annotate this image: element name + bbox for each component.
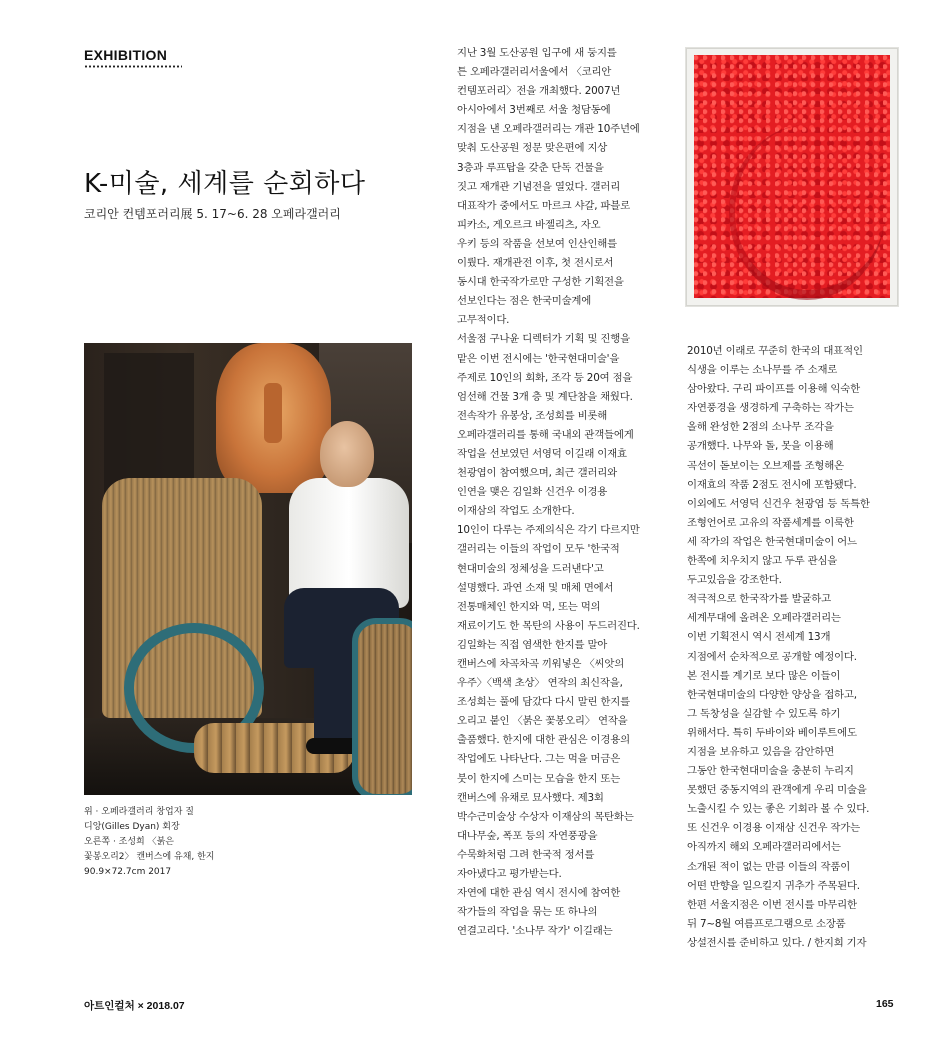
body-text-line: 2010년 이래로 꾸준히 한국의 대표적인: [687, 345, 863, 357]
footer-magazine-issue: 아트인컬처 × 2018.07: [84, 1000, 185, 1012]
body-text-line: 서울점 구나윤 디렉터가 기획 및 진행을: [457, 333, 630, 346]
body-column-middle: [457, 44, 640, 941]
article-subheadline: 코리안 컨템포러리展 5. 17~6. 28 오페라갤러리: [84, 207, 341, 221]
body-text-line: 두고있음을 강조한다.: [687, 574, 782, 587]
body-text-line: 세 작가의 작업은 한국현대미술이 어느: [687, 535, 857, 548]
body-text-line: 자연에 대한 관심 역시 전시에 참여한: [457, 887, 621, 900]
body-text-line: 지난 3월 도산공원 입구에 새 둥지를: [457, 47, 617, 59]
body-text-line: 대나무숲, 폭포 등의 자연풍광을: [457, 829, 598, 842]
body-text-line: 이외에도 서영덕 신건우 천광엽 등 독특한: [687, 497, 870, 510]
body-text-line: 맞춰 도산공원 정문 맞은편에 지상: [457, 142, 608, 155]
body-text-line: 짓고 재개관 기념전을 열었다. 갤러리: [457, 180, 621, 193]
body-text-line: 붓이 한지에 스미는 모습을 한지 또는: [457, 772, 621, 785]
body-text-line: 작가들의 작업을 묶는 또 하나의: [457, 906, 598, 919]
article-headline: K-미술, 세계를 순회하다: [84, 169, 366, 199]
body-text-line: 연결고리다. '소나무 작가' 이길래는: [457, 925, 613, 938]
body-text-line: 못했던 중동지역의 관객에게 우리 미술을: [687, 784, 867, 797]
body-text-line: 올해 완성한 2점의 소나무 조각을: [687, 421, 834, 434]
body-text-line: 소개된 적이 없는 만큼 이들의 작품이: [687, 860, 851, 873]
body-text-line: 그동안 한국현대미술을 충분히 누리지: [687, 765, 854, 778]
body-text-line: 지점을 보유하고 있음을 감안하면: [687, 745, 835, 758]
body-text-line: 위해서다. 특히 두바이와 베이루트에도: [687, 726, 857, 739]
caption-line: 디앙(Gilles Dyan) 회장: [84, 822, 180, 832]
body-text-line: 세계무대에 올려온 오페라갤러리는: [687, 612, 841, 625]
body-text-line: 대표작가 중에서도 마르크 샤갈, 파블로: [457, 199, 630, 212]
body-text-line: 튼 오페라갤러리서울에서 〈코리안: [457, 66, 612, 79]
body-column-right: [687, 342, 870, 953]
body-text-line: 이뤘다. 재개관전 이후, 첫 전시로서: [457, 257, 614, 270]
body-text-line: 3층과 루프탑을 갖춘 단독 건물을: [457, 161, 604, 174]
body-text-line: 출품했다. 한지에 대한 관심은 이경용의: [457, 734, 630, 747]
body-text-line: 캔버스에 차곡차곡 끼워넣은 〈씨앗의: [457, 658, 625, 670]
body-text-line: 10인이 다루는 주제의식은 각기 다르지만: [457, 524, 640, 537]
body-text-line: 엄선해 건물 3개 층 및 계단참을 채웠다.: [457, 390, 633, 403]
photo-sculpture-detail: [264, 383, 282, 443]
body-text-line: 컨템포러리〉전을 개최했다. 2007년: [457, 85, 621, 98]
body-text-line: 또 신건우 이경용 이재삼 신건우 작가는: [687, 822, 860, 835]
body-text-line: 자연풍경을 생경하게 구축하는 작가는: [687, 402, 854, 415]
body-text-line: 캔버스에 유채로 묘사했다. 제3회: [457, 791, 604, 804]
body-text-line: 동시대 한국작가로만 구성한 기획전을: [457, 276, 624, 289]
photo-man-leg: [314, 643, 354, 743]
body-text-line: 전통매체인 한지와 먹, 또는 먹의: [457, 600, 601, 613]
photo-second-chair: [352, 618, 412, 795]
body-text-line: 노출시킬 수 있는 좋은 기회라 볼 수 있다.: [687, 803, 870, 816]
dotted-underline: [84, 65, 182, 68]
body-text-line: 선보인다는 점은 한국미술계에: [457, 295, 592, 308]
body-text-line: 지점에서 순차적으로 공개할 예정이다.: [687, 650, 857, 663]
photo-man-head: [320, 421, 374, 487]
portrait-photo: [84, 343, 412, 795]
body-text-line: 설명했다. 과연 소재 및 매체 면에서: [457, 581, 614, 594]
body-text-line: 우키 등의 작품을 선보여 인산인해를: [457, 237, 617, 250]
body-text-line: 이재효의 작품 2점도 전시에 포함됐다.: [687, 478, 857, 491]
body-text-line: 적극적으로 한국작가를 발굴하고: [687, 593, 831, 606]
body-text-line: 아시아에서 3번째로 서울 청담동에: [457, 104, 611, 117]
body-text-line: 식생을 이루는 소나무를 주 소재로: [687, 364, 838, 377]
body-text-line: 한쪽에 치우치지 않고 두루 관심을: [687, 555, 838, 568]
photo-caption: [84, 805, 284, 880]
body-text-line: 상설전시를 준비하고 있다. / 한지희 기자: [687, 936, 867, 949]
body-text-line: 현대미술의 정체성을 드러낸다'고: [457, 562, 604, 575]
body-text-line: 어떤 반향을 일으킬지 귀추가 주목된다.: [687, 879, 860, 892]
body-text-line: 뒤 7~8월 여름프로그램으로 소장품: [687, 917, 846, 930]
body-text-line: 본 전시를 계기로 보다 많은 이들이: [687, 669, 841, 682]
caption-line: 오른쪽 · 조성희 〈붉은: [84, 837, 174, 847]
caption-line: 꽃봉오리2〉 캔버스에 유채, 한지: [84, 852, 215, 862]
body-text-line: 갤러리는 이들의 작업이 모두 '한국적: [457, 543, 620, 556]
body-text-line: 그 독창성을 실감할 수 있도록 하기: [687, 707, 841, 720]
body-text-line: 주제로 10인의 회화, 조각 등 20여 점을: [457, 371, 633, 384]
body-text-line: 조형언어로 고유의 작품세계를 이룩한: [687, 516, 854, 529]
caption-line: 90.9×72.7cm 2017: [84, 867, 172, 877]
body-text-line: 곡선이 돋보이는 오브제를 조형해온: [687, 459, 844, 472]
body-text-line: 수묵화처럼 그려 한국적 정서를: [457, 848, 595, 861]
body-text-line: 자아냈다고 평가받는다.: [457, 868, 562, 881]
body-text-line: 박수근미술상 수상자 이재삼의 목탄화는: [457, 810, 634, 823]
body-text-line: 이재삼의 작업도 소개한다.: [457, 505, 575, 518]
body-text-line: 김일화는 직접 염색한 한지를 말아: [457, 638, 608, 651]
artwork-circle-shadow: [729, 125, 885, 300]
body-text-line: 삼아왔다. 구리 파이프를 이용해 익숙한: [687, 383, 860, 396]
body-text-line: 지점을 낸 오페라갤러리는 개관 10주년에: [457, 123, 640, 136]
red-flower-artwork: [694, 55, 890, 298]
body-text-line: 오리고 붙인 〈붉은 꽃봉오리〉 연작을: [457, 715, 628, 728]
body-text-line: 재료이기도 한 목탄의 사용이 두드러진다.: [457, 619, 640, 632]
body-text-line: 조성희는 풀에 담갔다 다시 말린 한지를: [457, 696, 630, 709]
body-text-line: 전속작가 유봉상, 조성희를 비롯해: [457, 409, 608, 422]
body-text-line: 한국현대미술의 다양한 양상을 접하고,: [687, 688, 857, 701]
body-text-line: 피카소, 게오르크 바젤리츠, 자오: [457, 218, 601, 231]
footer-page-number: 165: [876, 998, 894, 1010]
caption-line: 위 · 오페라갤러리 창업자 질: [84, 807, 194, 817]
body-text-line: 오페라갤러리를 통해 국내외 관객들에게: [457, 428, 634, 441]
body-text-line: 아직까지 해외 오페라갤러리에서는: [687, 841, 841, 854]
body-text-line: 고무적이다.: [457, 314, 510, 327]
body-text-line: 작업을 선보였던 서영덕 이길래 이재효: [457, 447, 627, 460]
body-text-line: 천광엽이 참여했으며, 최근 갤러리와: [457, 467, 617, 480]
body-text-line: 한편 서울지점은 이번 전시를 마무리한: [687, 898, 857, 911]
body-text-line: 이번 기획전시 역시 전세계 13개: [687, 631, 831, 644]
body-text-line: 작업에도 나타난다. 그는 먹을 머금은: [457, 753, 621, 766]
section-label: EXHIBITION: [84, 47, 168, 63]
body-text-line: 인연을 맺은 김일화 신건우 이경용: [457, 486, 608, 499]
body-text-line: 공개했다. 나무와 돌, 못을 이용해: [687, 440, 834, 453]
body-text-line: 맡은 이번 전시에는 '한국현대미술'을: [457, 352, 620, 365]
body-text-line: 우주〉〈백색 초상〉 연작의 최신작을,: [457, 677, 623, 690]
